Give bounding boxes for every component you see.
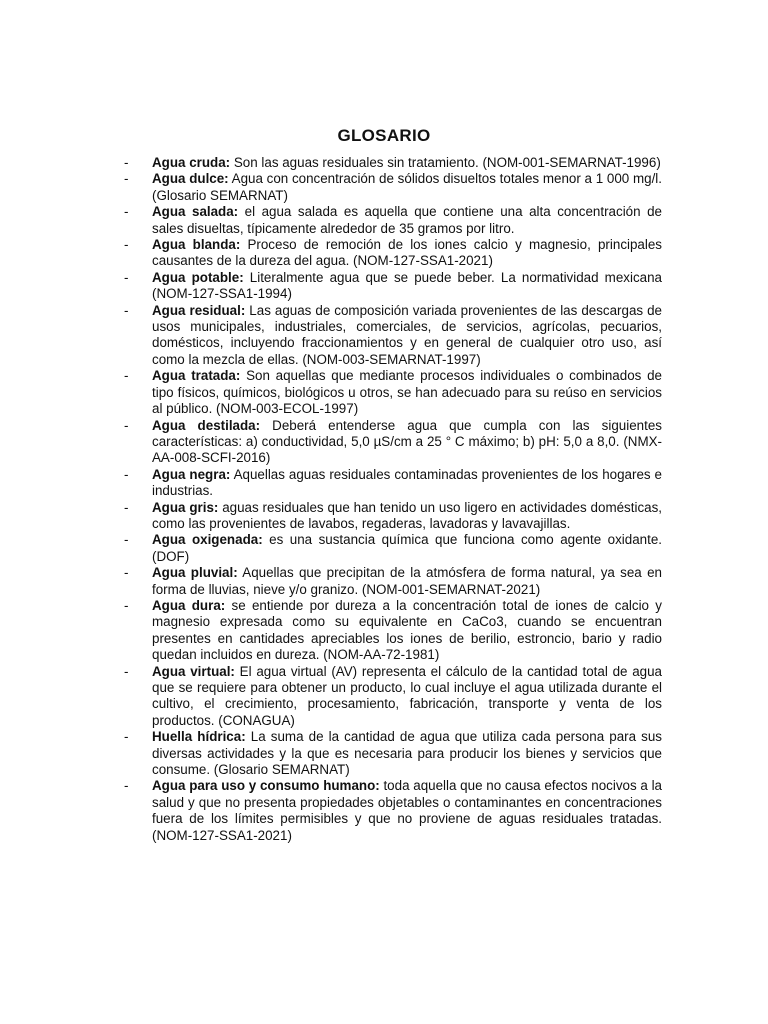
glossary-entry xyxy=(124,155,662,171)
glossary-entry xyxy=(124,500,662,533)
glossary-entry xyxy=(124,778,662,844)
page-title: GLOSARIO xyxy=(337,126,431,145)
glossary-definition: es una sustancia química que funciona como agente oxidante. (DOF) xyxy=(152,532,662,564)
glossary-term: Agua gris: xyxy=(152,499,219,515)
glossary-definition: Deberá entenderse agua que cumpla con las siguientes características: a) conductividad, 5,0 µS/cm a 25 ° C máximo; b) pH: 5,0 a 8,0. (NMX-AA-008-SCFI-2016) xyxy=(152,417,662,466)
bullet-dash: - xyxy=(124,499,129,515)
glossary-entry xyxy=(124,270,662,303)
glossary-definition: aguas residuales que han tenido un uso ligero en actividades domésticas, como las provenientes de lavabos, regaderas, lavadoras y lavavajillas. xyxy=(152,499,662,531)
glossary-definition: Proceso de remoción de los iones calcio y magnesio, principales causantes de la dureza del agua. (NOM-127-SSA1-2021) xyxy=(152,237,662,269)
bullet-dash: - xyxy=(124,417,129,433)
glossary-definition: Son las aguas residuales sin tratamiento. (NOM-001-SEMARNAT-1996) xyxy=(230,155,661,170)
glossary-definition: La suma de la cantidad de agua que utiliza cada persona para sus diversas actividades y la que es necesaria para producir los bienes y servicios que consume. (Glosario SEMARNAT) xyxy=(152,729,662,778)
glossary-term: Agua salada: xyxy=(152,204,239,220)
glossary-definition: toda aquella que no causa efectos nocivos a la salud y que no presenta propiedades objetables o contaminantes en concentraciones fuera de los límites permisibles y que no proviene de aguas residuales tratadas. (NOM-127-SSA1-2021) xyxy=(152,778,662,843)
glossary-term: Agua destilada: xyxy=(152,417,261,433)
bullet-dash: - xyxy=(124,302,129,318)
glossary-definition: Literalmente agua que se puede beber. La normatividad mexicana (NOM-127-SSA1-1994) xyxy=(152,269,662,302)
bullet-dash: - xyxy=(124,663,129,679)
glossary-entry xyxy=(124,368,662,417)
bullet-dash: - xyxy=(124,729,129,745)
bullet-dash: - xyxy=(124,778,129,794)
bullet-dash: - xyxy=(124,204,129,220)
bullet-dash: - xyxy=(124,269,129,285)
glossary-term: Agua blanda: xyxy=(152,237,241,253)
glossary-definition: el agua salada es aquella que contiene una alta concentración de sales disueltas, típicamente alrededor de 35 gramos por litro. xyxy=(152,204,662,236)
glossary-entry xyxy=(124,532,662,565)
glossary-definition: El agua virtual (AV) representa el cálculo de la cantidad total de agua que se requiere para obtener un producto, lo cual incluye el agua utilizada durante el cultivo, el crecimiento, procesamiento, fabricación, transporte y venta de los productos. (CONAGUA) xyxy=(152,663,663,728)
glossary-list xyxy=(124,155,662,844)
glossary-entry xyxy=(124,664,662,730)
glossary-term: Agua tratada: xyxy=(152,368,241,384)
bullet-dash: - xyxy=(124,597,129,613)
glossary-term: Agua oxigenada: xyxy=(152,532,263,548)
bullet-dash: - xyxy=(124,155,129,170)
glossary-definition: Aquellas aguas residuales contaminadas provenientes de los hogares e industrias. xyxy=(152,466,662,499)
bullet-dash: - xyxy=(124,368,129,384)
glossary-entry xyxy=(124,729,662,778)
glossary-term: Agua dura: xyxy=(152,597,226,613)
glossary-term: Agua potable: xyxy=(152,269,244,285)
glossary-definition: Agua con concentración de sólidos disueltos totales menor a 1 000 mg/l. (Glosario SEMARNAT) xyxy=(152,171,662,203)
glossary-entry xyxy=(124,467,662,500)
glossary-term: Agua pluvial: xyxy=(152,565,238,581)
glossary-entry xyxy=(124,565,662,598)
bullet-dash: - xyxy=(124,565,129,581)
glossary-term: Agua cruda: xyxy=(152,155,231,170)
glossary-definition: Las aguas de composición variada provenientes de las descargas de usos municipales, industriales, comerciales, de servicios, agrícolas, pecuarios, domésticos, incluyendo fraccionamientos y en general de cualquier otro uso, así como la mezcla de ellas. (NOM-003-SEMARNAT-1997) xyxy=(152,302,662,367)
glossary-entry xyxy=(124,598,662,664)
glossary-entry xyxy=(124,237,662,270)
glossary-entry xyxy=(124,171,662,204)
bullet-dash: - xyxy=(124,171,129,187)
glossary-term: Agua negra: xyxy=(152,466,231,482)
glossary-entry xyxy=(124,418,662,467)
glossary-definition: se entiende por dureza a la concentración total de iones de calcio y magnesio expresada como su equivalente en CaCo3, cuando se encuentran presentes en cantidades apreciables los iones de berilio, estroncio, bario y radio quedan incluidos en dureza. (NOM-AA-72-1981) xyxy=(152,597,662,663)
glossary-entry xyxy=(124,204,662,237)
bullet-dash: - xyxy=(124,466,129,482)
glossary-definition: Aquellas que precipitan de la atmósfera de forma natural, ya sea en forma de lluvias, nieve y/o granizo. (NOM-001-SEMARNAT-2021) xyxy=(152,565,662,597)
glossary-term: Agua virtual: xyxy=(152,663,235,679)
bullet-dash: - xyxy=(124,237,129,253)
glossary-term: Agua para uso y consumo humano: xyxy=(152,778,380,794)
glossary-term: Agua dulce: xyxy=(152,171,229,187)
glossary-term: Huella hídrica: xyxy=(152,729,246,745)
glossary-definition: Son aquellas que mediante procesos individuales o combinados de tipo físicos, químicos, biológicos u otros, se han adecuado para su reúso en servicios al público. (NOM-003-ECOL-1997) xyxy=(152,368,662,417)
glossary-term: Agua residual: xyxy=(152,302,246,318)
bullet-dash: - xyxy=(124,532,129,548)
glossary-entry xyxy=(124,303,662,369)
